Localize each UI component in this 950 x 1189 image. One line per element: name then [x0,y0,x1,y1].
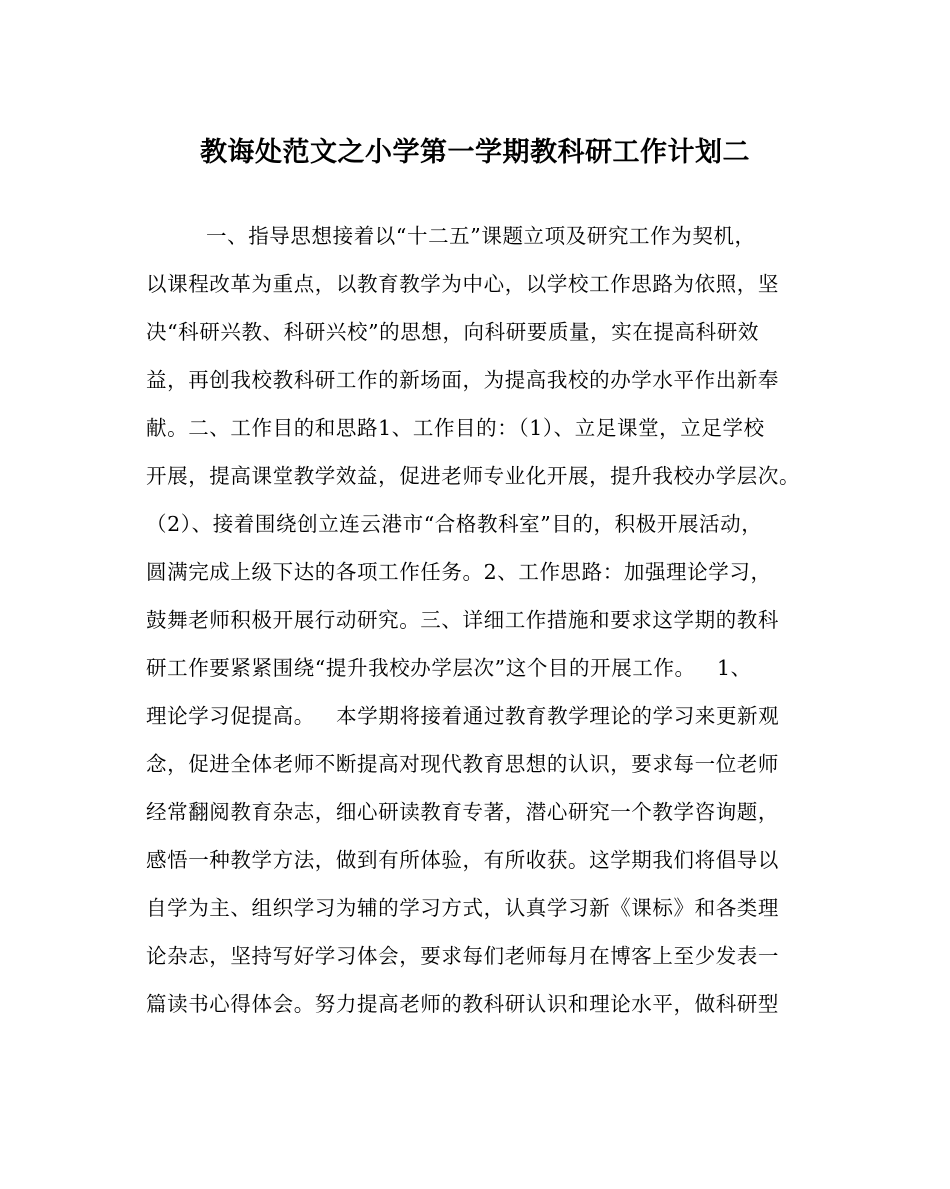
body-line: 圆满完成上级下达的各项工作任务。2、工作思路：加强理论学习， [146,560,772,584]
body-line: 念，促进全体老师不断提高对现代教育思想的认识，要求每一位老师 [146,752,779,776]
body-line: 以课程改革为重点，以教育教学为中心，以学校工作思路为依照，坚 [146,272,779,296]
body-line: （2）、接着围绕创立连云港市“合格教科室”目的，积极开展活动， [146,512,763,536]
body-line: 自学为主、组织学习为辅的学习方式，认真学习新《课标》和各类理 [146,896,779,920]
body-line: 经常翻阅教育杂志，细心研读教育专著，潜心研究一个教学咨询题， [146,800,779,824]
body-line: 献。二、工作目的和思路1、工作目的：（1）、立足课堂，立足学校 [146,416,765,440]
body-line: 益，再创我校教科研工作的新场面，为提高我校的办学水平作出新奉 [146,368,779,392]
body-line: 理论学习促提高。 本学期将接着通过教育教学理论的学习来更新观 [146,704,780,728]
body-line: 感悟一种教学方法，做到有所体验，有所收获。这学期我们将倡导以 [146,848,779,872]
document-title: 教诲处范文之小学第一学期教科研工作计划二 [200,137,750,168]
body-line: 一、指导思想接着以“十二五”课题立项及研究工作为契机， [206,224,756,248]
document-body [146,218,826,1034]
body-line: 决“科研兴教、科研兴校”的思想，向科研要质量，实在提高科研效 [146,320,759,344]
body-line: 开展，提高课堂教学效益，促进老师专业化开展，提升我校办学层次。 [146,464,801,488]
body-line: 研工作要紧紧围绕“提升我校办学层次”这个目的开展工作。 1、 [146,656,752,680]
body-line: 鼓舞老师积极开展行动研究。三、详细工作措施和要求这学期的教科 [146,608,779,632]
body-line: 论杂志，坚持写好学习体会，要求每们老师每月在博客上至少发表一 [146,944,779,968]
body-line: 篇读书心得体会。努力提高老师的教科研认识和理论水平，做科研型 [146,992,779,1016]
